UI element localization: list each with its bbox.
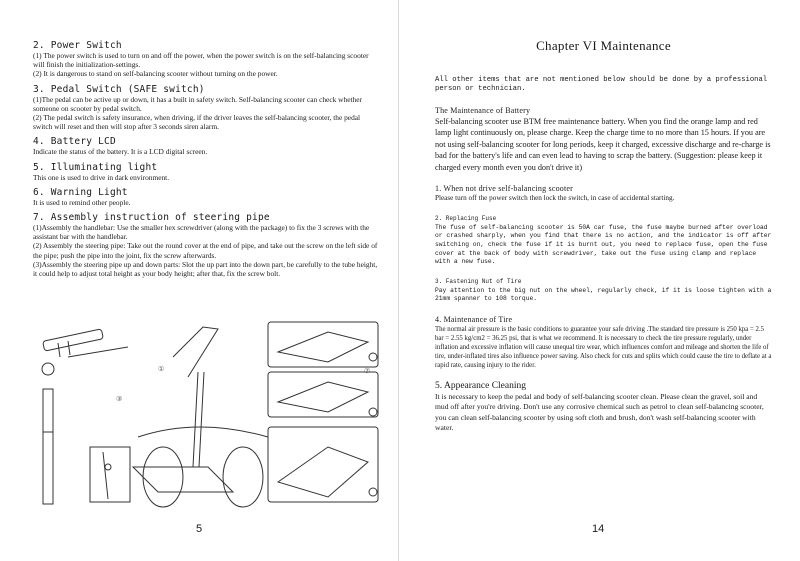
scooter-assembly-drawing bbox=[38, 317, 383, 512]
section-line: Indicate the status of the battery. It is a LCD digital screen. bbox=[33, 147, 208, 157]
section-title: 7. Assembly instruction of steering pipe bbox=[33, 212, 270, 224]
maintenance-item-5 bbox=[435, 380, 772, 434]
section-title: 5. Illuminating light bbox=[33, 161, 158, 173]
intro-block bbox=[435, 76, 772, 95]
figure-label-2: ② bbox=[364, 368, 371, 375]
section-power-switch bbox=[33, 40, 378, 79]
section-line: (1)Assembly the handlebar: Use the smaller hex screwdriver (along with the package) to fix the 3 screws with the assistant bar with the handlebar. bbox=[33, 223, 370, 242]
page-number: 5 bbox=[196, 523, 203, 535]
page-number: 14 bbox=[592, 523, 605, 535]
wheel-right bbox=[223, 447, 263, 507]
section-line: (3)Assembly the steering pipe up and down parts: Slot the up part into the down part, be carefully to the tube height, it could help to adjust total height as your body height; after that, fix the screw bolt. bbox=[33, 259, 378, 279]
assembly-illustration bbox=[38, 317, 383, 512]
item-text: The normal air pressure is the basic conditions to guarantee your safe driving .The standard tire pressure is 250 kpa = 2.5 bar = 2.55 kg/cm2 = 36.25 psi, that is what we recommend. It is necessary to check the tire pressure regularly, under inflation and excessive inflation will cause unequal tire wear, which influences comfort and mileage and shorten the life of tire, under-inflated tires also influence power saving. Also check for cuts and splits which could cause the tire to deflate at a rapid rate, causing injury to the rider. bbox=[435, 325, 772, 369]
battery-title: The Maintenance of Battery bbox=[435, 105, 531, 115]
section-battery-lcd bbox=[33, 136, 378, 156]
item-text: Please turn off the power switch then lock the switch, in case of accidental starting. bbox=[435, 194, 675, 203]
item-title: 1. When not drive self-balancing scooter bbox=[435, 184, 574, 194]
handlebar-part bbox=[43, 329, 104, 351]
item-text: The fuse of self-balancing scooter is 50A car fuse, the fuse maybe burned after overload or crashed sharply, when you find that there is no action, and the indicator is off after switching on, check the fuse if it is burnt out, you need to replace fuse, open the fuse cover at the back of body with screwdriver, take out the fuse using clamp and replace with a new fuse. bbox=[435, 223, 772, 266]
section-title: 3. Pedal Switch (SAFE switch) bbox=[33, 83, 205, 95]
steering-pipe-part bbox=[43, 389, 53, 504]
section-pedal-switch bbox=[33, 84, 378, 132]
right-page bbox=[400, 0, 800, 561]
maintenance-item-3 bbox=[435, 277, 772, 304]
maintenance-item-2 bbox=[435, 214, 772, 267]
steering-pipe-part bbox=[173, 327, 218, 377]
section-line: (1)The pedal can be active up or down, it has a built in safety switch. Self-balancing scooter can check whether someone on scooter by pedal switch. bbox=[33, 94, 362, 113]
section-steering-pipe bbox=[33, 212, 378, 278]
section-line: (1) The power switch is used to turn on and off the power, when the power switch is on the self-balancing scooter will finish the initialization-settings. bbox=[33, 51, 369, 70]
section-illuminating-light bbox=[33, 162, 378, 182]
step-panel-1 bbox=[268, 322, 378, 367]
section-title: 2. Power Switch bbox=[33, 40, 122, 51]
battery-maintenance bbox=[435, 105, 772, 174]
wheel-left bbox=[143, 447, 183, 507]
figure-label-1: ① bbox=[158, 366, 165, 373]
item-title: 3. Fastening Nut of Tire bbox=[435, 277, 522, 285]
detail-box bbox=[90, 447, 130, 502]
item-title: 4. Maintenance of Tire bbox=[435, 314, 513, 324]
item-title: 2. Replacing Fuse bbox=[435, 214, 497, 222]
intro-text: All other items that are not mentioned below should be done by a professional person or technician. bbox=[435, 76, 768, 94]
battery-text: Self-balancing scooter use BTM free maintenance battery. When you find the orange lamp and red lamp light continuously on, please charge. Keep the charge time to no more than 15 hours. If you are not using self-balancing scooter for long periods, keep it charged, excessive discharge and re-charge is bad for the battery's life and can even lead to having to scrap the battery. (Suggestion: please keep it charged every month even you don't drive it) bbox=[435, 116, 771, 172]
maintenance-item-1 bbox=[435, 183, 772, 203]
maintenance-item-4 bbox=[435, 314, 772, 370]
chapter-title: Chapter VI Maintenance bbox=[536, 38, 671, 53]
section-line: (2) The pedal switch is safety insurance, when driving, if the driver leaves the self-balancing scooter, the pedal switch will reset and then will stop after 3 seconds siren alarm. bbox=[33, 113, 361, 132]
section-line: It is used to remind other people. bbox=[33, 197, 131, 207]
section-title: 6. Warning Light bbox=[33, 186, 128, 198]
section-line: (2) It is dangerous to stand on self-balancing scooter without turning on the power. bbox=[33, 69, 278, 79]
figure-label-3: ③ bbox=[116, 396, 123, 403]
step-panel-2 bbox=[268, 372, 378, 417]
section-title: 4. Battery LCD bbox=[33, 136, 116, 148]
step-panel-3 bbox=[268, 427, 378, 502]
section-line: This one is used to drive in dark environment. bbox=[33, 172, 170, 182]
item-title: 5. Appearance Cleaning bbox=[435, 380, 527, 391]
section-warning-light bbox=[33, 187, 378, 207]
item-text: Pay attention to the big nut on the wheel, regularly check, if it is loose tighten with a 21mm spanner to 108 torque. bbox=[435, 286, 772, 303]
section-line: (2) Assembly the steering pipe: Take out the round cover at the end of pipe, and take out the screw on the left side of the pipe; push the pipe into the joint, fix the screw afterwards. bbox=[33, 241, 378, 260]
item-text: It is necessary to keep the pedal and body of self-balancing scooter clean. Please clean the gravel, soil and mud off after you're driving. Don't use any corrosive chemical such as petrol to clean self-balancing scooter, you can clean self-balancing scooter by using soft cloth and brush, don't wash self-balancing scooter with water. bbox=[435, 391, 764, 433]
